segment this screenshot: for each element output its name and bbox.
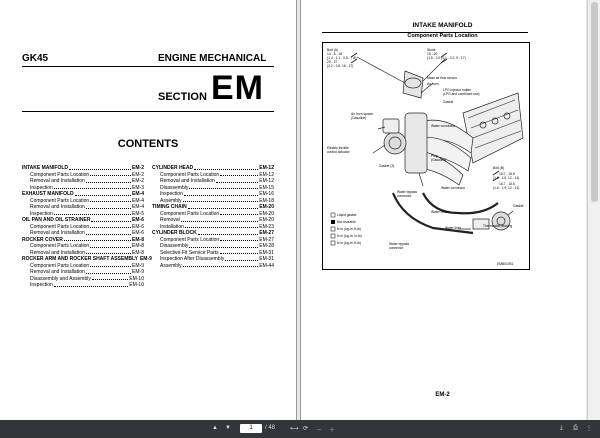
toc-entry-title: Assembly [160,197,182,204]
toc-entry-title: Selective-Fit Service Parts [160,249,219,256]
toc-leader-dots [86,269,131,274]
toc-leader-dots [184,191,258,196]
label-bolt-b: Bolt (B) [493,166,504,170]
label-torque-b1: 16.7 - 18.6 [499,172,515,176]
manifold-drawing [351,53,523,233]
toc-entry-title: Inspection [30,210,53,217]
toc-leader-dots [86,230,131,235]
legend-not-reusable: Not reusable [337,220,356,224]
toc-page-ref: EM-12 [259,165,274,171]
toc-entry-title: Component Parts Location [30,243,90,249]
toc-leader-dots [86,250,131,255]
toc-leader-dots [90,263,131,268]
label-water-hose: Water hose [431,210,448,214]
toc-entry-title: CYLINDER HEAD [152,165,194,171]
label-torque-a2: (1.4 - 1.1 - 0.5 - 7.8) [327,56,357,60]
toc-leader-dots [198,230,259,235]
toc-leader-dots [189,185,258,190]
toc-page-ref: EM-31 [259,256,274,262]
toc-entry-title: CYLINDER BLOCK [152,230,197,236]
toc-page-ref: EM-8 [132,236,144,243]
toc-page-ref: EM-4 [132,197,144,204]
toc-page-ref: EM-2 [132,178,144,184]
label-torque-b3: 16.7 - 18.6 [499,182,515,186]
toc-entry-title: Component Parts Location [30,223,90,230]
label-studs: Studs [427,48,436,52]
label-gasoline2: (Gasoline) [431,158,447,162]
toc-leader-dots [91,217,131,222]
toc-page-ref: EM-6 [132,223,144,230]
toc-leader-dots [183,198,259,203]
toc-entry-title: Component Parts Location [30,197,90,204]
label-connector: connector [397,194,412,198]
page-title: INTAKE MANIFOLD [412,22,473,29]
toc-page-ref: EM-27 [259,230,274,236]
label-air-horn-spacer: Air horn spacer [351,112,374,116]
toc-leader-dots [189,243,258,248]
toc-entry-title: Disassembly and Assembly [30,275,91,282]
toc-page-ref: EM-23 [259,223,274,230]
label-thermostat-housing: Thermostat housing [483,224,513,228]
toc-page-ref: EM-18 [259,197,274,204]
toc-page-ref: EM-6 [132,217,144,223]
label-connector2: connector [389,246,404,250]
toc-entry-title: Inspection After Disassembly [160,256,225,262]
label-gasket-b: Gasket [513,204,524,208]
page-number: EM-2 [435,392,450,398]
toc-leader-dots [188,204,259,209]
toc-leader-dots [54,211,131,216]
toc-leader-dots [90,224,131,229]
intake-manifold-diagram [322,42,530,270]
label-lpg-injector: LPG injector holder [443,88,472,92]
page-left [0,0,297,420]
toc-leader-dots [69,165,131,170]
toc-page-ref: EM-12 [259,178,274,184]
label-mass-air: Mass air flow sensor [427,76,458,80]
toc-page-ref: EM-44 [259,262,274,269]
toc-leader-dots [86,178,131,183]
label-torque-a3: 20 - 37 [327,60,338,64]
label-water-inlet: Water inlet [445,226,461,230]
legend-nm3: N·m (kg-m, ft-lb) [337,241,361,245]
toc-page-ref: EM-6 [132,230,144,236]
label-air-horn: Air horn [427,82,439,86]
rotate-icon[interactable]: ⟳ [303,426,309,432]
toc-entry[interactable] [152,263,274,270]
toc-page-ref: EM-5 [132,210,144,217]
download-icon[interactable]: ⤓ [560,425,563,431]
vertical-scrollbar[interactable] [587,0,600,420]
toc-entry-title: Removal and Installation [30,269,85,275]
toc-leader-dots [90,172,131,177]
toc-page-ref: EM-8 [132,249,144,256]
toc-entry-title: Removal and Installation [30,230,85,236]
toc-entry-title: Removal and Installation [30,178,85,184]
section-code: EM [211,69,264,107]
toc-page-ref: EM-8 [132,243,144,249]
toc-leader-dots [64,237,131,242]
toc-leader-dots [90,243,131,248]
toc-leader-dots [86,204,131,209]
more-icon[interactable]: ⋮ [586,426,592,432]
toc-page-ref: EM-10 [129,275,144,282]
label-bolt-a: Bolt (A) [327,48,338,52]
toc-page-ref: EM-9 [139,256,152,262]
toc-entry-title: Component Parts Location [160,171,220,178]
toc-entry-title: Inspection [160,191,183,197]
section-rule [22,111,274,112]
label-plug: Plug [431,154,438,158]
toc-page-ref: EM-20 [259,204,274,210]
toc-leader-dots [54,282,128,287]
section-label: SECTION [158,91,207,103]
toc-page-ref: EM-4 [132,191,144,197]
pdf-toolbar [0,420,600,438]
toc-entry-title: Disassembly [160,243,189,249]
label-torque-a1: 14 - 8 - 18 [327,52,343,56]
toc-leader-dots [92,276,128,281]
label-torque-studs2: (1.5 - 2.0 (0.1 - 0.2, 9 - 17) [427,56,466,60]
label-water-connector: Water connector [431,124,456,128]
toc-page-ref: EM-16 [259,191,274,197]
model-code: GK45 [22,53,49,64]
print-icon[interactable]: ⎙ [573,425,578,431]
label-drawing-id: EMB01051 [497,262,514,266]
toc-column-2 [152,165,274,269]
toc-page-ref: EM-27 [259,236,274,243]
label-electric-throttle: Electric throttle [327,146,349,150]
toc-entry-title: OIL PAN AND OIL STRAINER [22,217,91,223]
toc-page-ref: EM-31 [259,249,274,256]
toc-entry-title: Disassembly [160,184,189,191]
toc-leader-dots [75,191,131,196]
label-water-bypass2: Water bypass [389,242,410,246]
toc-page-ref: EM-28 [259,243,274,249]
toc-page-ref: EM-9 [132,262,144,269]
label-gasoline: (Gasoline) [351,116,367,120]
diagram-legend [331,213,362,245]
toc-leader-dots [90,198,131,203]
label-gasket: Gasket [443,100,454,104]
toc-entry-title: Inspection [30,184,53,191]
toc-leader-dots [220,250,259,255]
toc-entry-title: Component Parts Location [160,236,220,243]
toc-leader-dots [225,256,258,261]
legend-liquid-gasket: Liquid gasket [337,213,357,217]
toc-entry[interactable] [22,282,144,289]
toc-page-ref: EM-12 [259,171,274,178]
toc-leader-dots [181,217,259,222]
legend-nm2: N·m (kg-m, in-lb) [337,234,362,238]
label-control-actuator: control actuator [327,150,350,154]
toc-entry-title: Component Parts Location [160,210,220,217]
page-number-input[interactable]: 1 [240,424,262,433]
toc-entry-title: ROCKER ARM AND ROCKER SHAFT ASSEMBLY [22,256,138,262]
toc-entry-title: Removal [160,217,180,223]
next-page-icon[interactable]: ▼ [225,425,231,431]
group-title: ENGINE MECHANICAL [158,53,267,64]
toc-column-1 [22,165,152,289]
label-torque-b2: (1.6 - 1.9, 12 - 14) [493,176,520,180]
toc-entry-title: EXHAUST MANIFOLD [22,191,74,197]
toc-page-ref: EM-10 [129,282,144,288]
contents-title: CONTENTS [117,138,179,150]
diagram-svg [323,43,529,269]
toc-entry-title: Inspection [30,282,53,288]
toc-page-ref: EM-20 [259,217,274,223]
toc-page-ref: EM-20 [259,210,274,217]
prev-page-icon[interactable]: ▲ [212,425,218,431]
scrollbar-thumb[interactable] [591,2,598,202]
header-rule [22,66,274,67]
toc-entry-title: Assembly [160,262,182,269]
label-torque-studs1: 15 - 20 [427,52,438,56]
label-torque-a4: (2.2 - 2.8, 16 - 27) [327,64,354,68]
toc-entry-title: ROCKER COVER [22,236,63,243]
toc-entry-title: TIMING CHAIN [152,204,187,210]
toc-page-ref: EM-9 [132,269,144,275]
toc-leader-dots [54,185,131,190]
toc-leader-dots [220,211,258,216]
toc-entry-title: Removal and Installation [160,178,215,184]
toc-page-ref: EM-2 [132,165,144,171]
total-pages-label: / 48 [265,425,276,431]
toc-entry-title: Component Parts Location [30,262,90,269]
toc-leader-dots [220,237,258,242]
toc-entry-title: Removal and Installation [30,249,85,256]
toc-page-ref: EM-4 [132,204,144,210]
toc-page-ref: EM-3 [132,184,144,191]
zoom-in-icon[interactable]: ＋ [329,428,336,434]
toc-page-ref: EM-15 [259,184,274,191]
label-water-connector2: Water connector [441,186,466,190]
label-torque-b4: (1.6 - 1.9, 12 - 14) [493,186,520,190]
toc-page-ref: EM-2 [132,171,144,178]
label-water-bypass: Water bypass [397,190,418,194]
label-gasket-3: Gasket (3) [379,164,395,168]
toc-leader-dots [216,178,259,183]
toc-entry-title: Component Parts Location [30,171,90,178]
label-lpg-combined: (LPG and combined use) [443,92,480,96]
toc-entry-title: Removal and Installation [30,204,85,210]
toc-entry-title: INTAKE MANIFOLD [22,165,69,171]
toc-leader-dots [183,263,259,268]
toc-entry-title: Installation [160,223,184,230]
zoom-out-icon[interactable]: － [316,428,323,434]
legend-nm1: N·m (kg-m, ft-lb) [337,227,361,231]
toc-leader-dots [220,172,258,177]
toc-leader-dots [194,165,258,170]
page-subtitle: Component Parts Location [407,33,478,39]
toc-leader-dots [185,224,258,229]
fit-page-icon[interactable]: ⟷ [290,426,299,432]
